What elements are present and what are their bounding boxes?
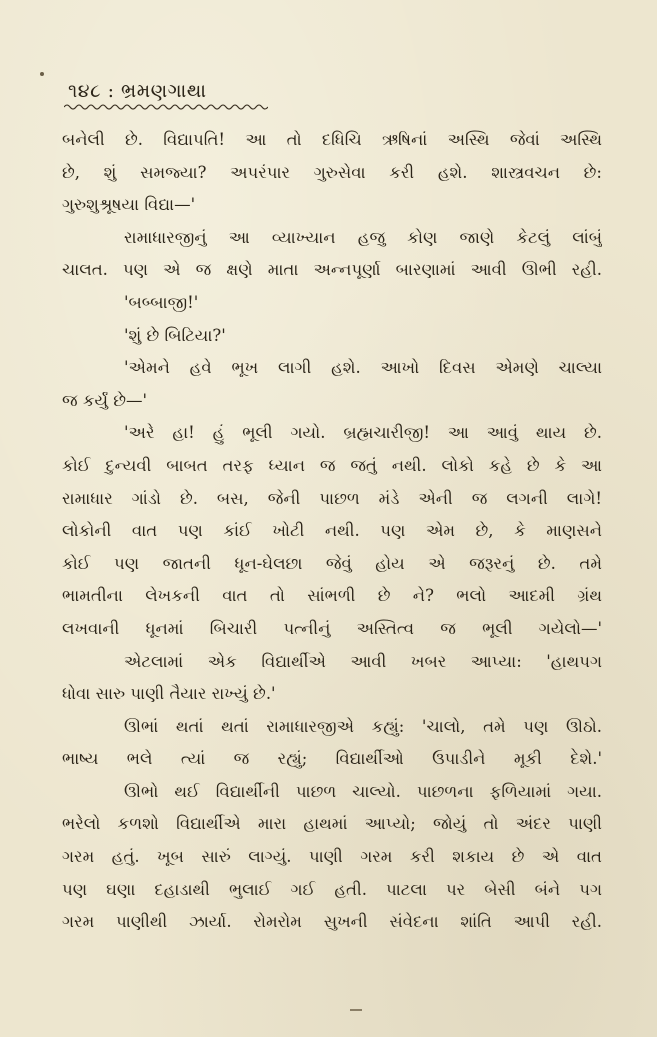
text-line: ઊભો થઈ વિદ્યાર્થીની પાછળ ચાલ્યો. પાછળના ફળિયામાં ગયા. [124,781,602,801]
text-line: ધોવા સારુ પાણી તૈયાર રાખ્યું છે.' [62,684,276,704]
text-line: પણ ઘણા દહાડાથી ભુલાઈ ગઈ હતી. પાટલા પર બેસી બંને પગ [62,879,602,899]
body-text [62,124,602,939]
text-line: 'બબ્બાજી!' [124,292,199,312]
text-line: ગરમ હતું. ખૂબ સારું લાગ્યું. પાણી ગરમ કરી શકાય છે એ વાત [62,847,602,867]
text-line: ભરેલો કળશો વિદ્યાર્થીએ મારા હાથમાં આપ્યો; જોયું તો અંદર પાણી [62,814,602,834]
text-line: જ કર્યું છે—' [62,390,148,410]
ink-speck [40,72,44,76]
wavy-underline [64,103,268,111]
text-line: ઊભાં થતાં થતાં રામાધારજીએ કહ્યું: 'ચાલો, તમે પણ ઊઠો. [124,716,602,736]
text-line: ભામતીના લેખકની વાત તો સાંભળી છે ને? ભલો આદમી ગ્રંથ [62,586,602,606]
text-line: છે, શું સમજ્યા? અપરંપાર ગુરુસેવા કરી હશે. શાસ્ત્રવચન છે: [62,162,602,182]
head-separator: : [107,80,115,102]
text-line: 'અરે હા! હું ભૂલી ગયો. બ્રહ્મચારીજી! આ આવું થાય છે. [124,423,602,443]
book-title: ભ્રમણગાથા [121,80,207,102]
text-line: ગુરુશુશ્રૂષયા વિદ્યા—' [62,195,196,215]
ink-mark [350,1009,362,1011]
text-line: રામાધાર ગાંડો છે. બસ, જેની પાછળ મંડે એની જ લગની લાગે! [62,488,602,508]
text-line: ભાષ્ય ભલે ત્યાં જ રહ્યું; વિદ્યાર્થીઓ ઉપાડીને મૂકી દેશે.' [62,749,602,769]
text-line: ચાલત. પણ એ જ ક્ષણે માતા અન્નપૂર્ણા બારણામાં આવી ઊભી રહી. [62,260,602,280]
text-line: રામાધારજીનું આ વ્યાખ્યાન હજુ કોણ જાણે કેટલું લાંબું [124,227,602,247]
text-line: ગરમ પાણીથી ઝાર્યા. રોમરોમ સુખની સંવેદના શાંતિ આપી રહી. [62,912,602,932]
text-line: 'શું છે બિટિયા?' [124,325,226,345]
text-line: કોઈ પણ જાતની ધૂન-ઘેલછા જેવું હોય એ જરૂરનું છે. તમે [62,553,602,573]
text-line: લખવાની ધૂનમાં બિચારી પત્નીનું અસ્તિત્વ જ ભૂલી ગયેલો—' [62,618,602,638]
text-line: બનેલી છે. વિદ્યાપતિ! આ તો દધિચિ ઋષિનાં અસ્થિ જેવાં અસ્થિ [62,130,602,149]
text-line: લોકોની વાત પણ કાંઈ ખોટી નથી. પણ એમ છે, કે માણસને [62,521,602,541]
text-line: 'એમને હવે ભૂખ લાગી હશે. આખો દિવસ એમણે ચાલ્યા [124,358,602,378]
text-line: કોઈ દુન્યવી બાબત તરફ ધ્યાન જ જતું નથી. લોકો કહે છે કે આ [62,455,602,475]
running-head [68,80,206,102]
text-line: એટલામાં એક વિદ્યાર્થીએ આવી ખબર આપ્યા: 'હાથપગ [124,651,602,671]
page-number: ૧૪૮ [68,80,102,102]
